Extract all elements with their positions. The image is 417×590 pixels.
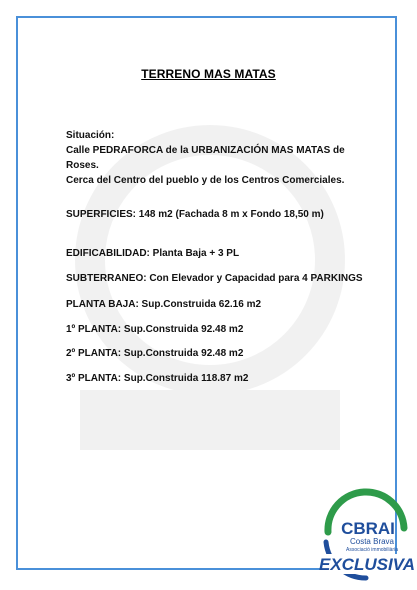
edificabilidad-text: EDIFICABILIDAD: Planta Baja + 3 PL	[66, 248, 240, 259]
planta-1-text: 1º PLANTA: Sup.Construida 92.48 m2	[66, 324, 244, 335]
logo-brand: CBRAI	[341, 519, 395, 538]
situacion-line-3: Cerca del Centro del pueblo y de los Centros Comerciales.	[66, 175, 345, 186]
planta-3-text: 3º PLANTA: Sup.Construida 118.87 m2	[66, 373, 249, 384]
superficies-text: SUPERFICIES: 148 m2 (Fachada 8 m x Fondo 18,50 m)	[66, 209, 324, 220]
logo-sub2: Associació immobiliària	[346, 547, 398, 553]
situacion-line-1: Calle PEDRAFORCA de la URBANIZACIÓN MAS MATAS de	[66, 145, 345, 156]
planta-baja-text: PLANTA BAJA: Sup.Construida 62.16 m2	[66, 299, 262, 310]
logo-sub1: Costa Brava	[349, 537, 395, 546]
logo-tag: EXCLUSIVA	[318, 555, 416, 574]
situacion-line-2: Roses.	[66, 160, 99, 171]
document-title: TERRENO MAS MATAS	[141, 67, 276, 81]
planta-2-text: 2º PLANTA: Sup.Construida 92.48 m2	[66, 348, 244, 359]
subterraneo-text: SUBTERRANEO: Con Elevador y Capacidad para 4 PARKINGS	[66, 273, 363, 284]
cbrai-logo	[318, 498, 416, 584]
situacion-label: Situación:	[66, 130, 115, 141]
